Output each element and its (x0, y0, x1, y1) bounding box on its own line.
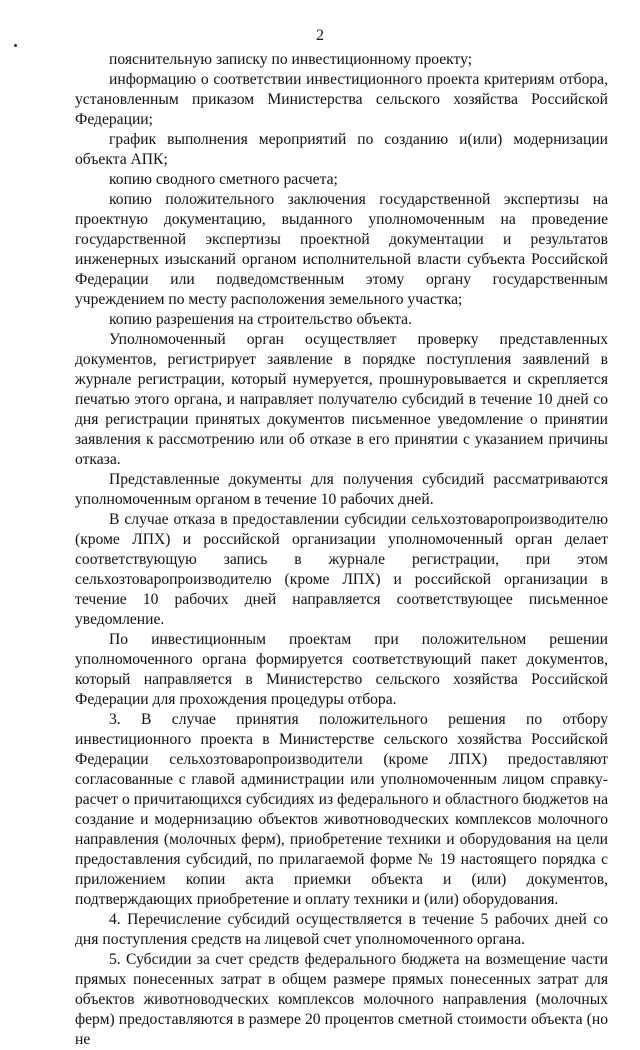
paragraph: 4. Перечисление субсидий осуществляется в течение 5 рабочих дней со дня поступления средств на лицевой счет уполномоченного органа. (75, 911, 608, 948)
paragraph: 3. В случае принятия положительного решения по отбору инвестиционного проекта в Министерстве сельского хозяйства Российской Федерации сельхозтоваропроизводители (кроме ЛПХ) предоставляют согласованные с главой администрации или уполномоченным лицом справку-расчет о причитающихся субсидиях из федерального и областного бюджетов на создание и модернизацию объектов животноводческих комплексов молочного направления (молочных ферм), приобретение техники и оборудования на цели предоставления субсидий, по прилагаемой форме № 19 настоящего порядка с приложением копии акта приемки объекта и (или) документов, подтверждающих приобретение и оплату техники и (или) оборудования. (75, 711, 608, 908)
paragraph: график выполнения мероприятий по созданию и(или) модернизации объекта АПК; (75, 131, 608, 168)
paragraph: В случае отказа в предоставлении субсидии сельхозтоваропроизводителю (кроме ЛПХ) и российской организации уполномоченный орган делает соответствующую запись в журнале регистрации, при этом сельхозтоваропроизводителю (кроме ЛПХ) и российской организации в течение 10 рабочих дней направляется соответствующее письменное уведомление. (75, 511, 608, 628)
paragraph: копию разрешения на строительство объекта. (109, 311, 412, 328)
document-body (75, 50, 608, 1050)
paragraph: 5. Субсидии за счет средств федерального бюджета на возмещение части прямых понесенных затрат в общем размере прямых понесенных затрат для объектов животноводческих комплексов молочного направления (молочных ферм) предоставляются в размере 20 процентов сметной стоимости объекта (но не (75, 951, 608, 1048)
paragraph: По инвестиционным проектам при положительном решении уполномоченного органа формируется соответствующий пакет документов, который направляется в Министерство сельского хозяйства Российской Федерации для прохождения процедуры отбора. (75, 631, 608, 708)
paragraph: информацию о соответствии инвестиционного проекта критериям отбора, установленным приказом Министерства сельского хозяйства Российской Федерации; (75, 71, 608, 128)
page-number: 2 (316, 27, 324, 44)
paragraph: Представленные документы для получения субсидий рассматриваются уполномоченным органом в течение 10 рабочих дней. (75, 471, 608, 508)
paragraph: Уполномоченный орган осуществляет проверку представленных документов, регистрирует заявление в порядке поступления заявлений в журнале регистрации, который нумеруется, прошнуровывается и скрепляется печатью этого органа, и направляет получателю субсидий в течение 10 дней со дня регистрации принятых документов письменное уведомление о принятии заявления к рассмотрению или об отказе в его принятии с указанием причины отказа. (75, 331, 608, 468)
paragraph: копию положительного заключения государственной экспертизы на проектную документацию, выданного уполномоченным на проведение государственной экспертизы проектной документации и результатов инженерных изысканий органом исполнительной власти субъекта Российской Федерации или подведомственным этому органу государственным учреждением по месту расположения земельного участка; (75, 191, 608, 308)
paragraph: пояснительную записку по инвестиционному проекту; (109, 51, 473, 68)
paragraph: копию сводного сметного расчета; (109, 171, 338, 188)
